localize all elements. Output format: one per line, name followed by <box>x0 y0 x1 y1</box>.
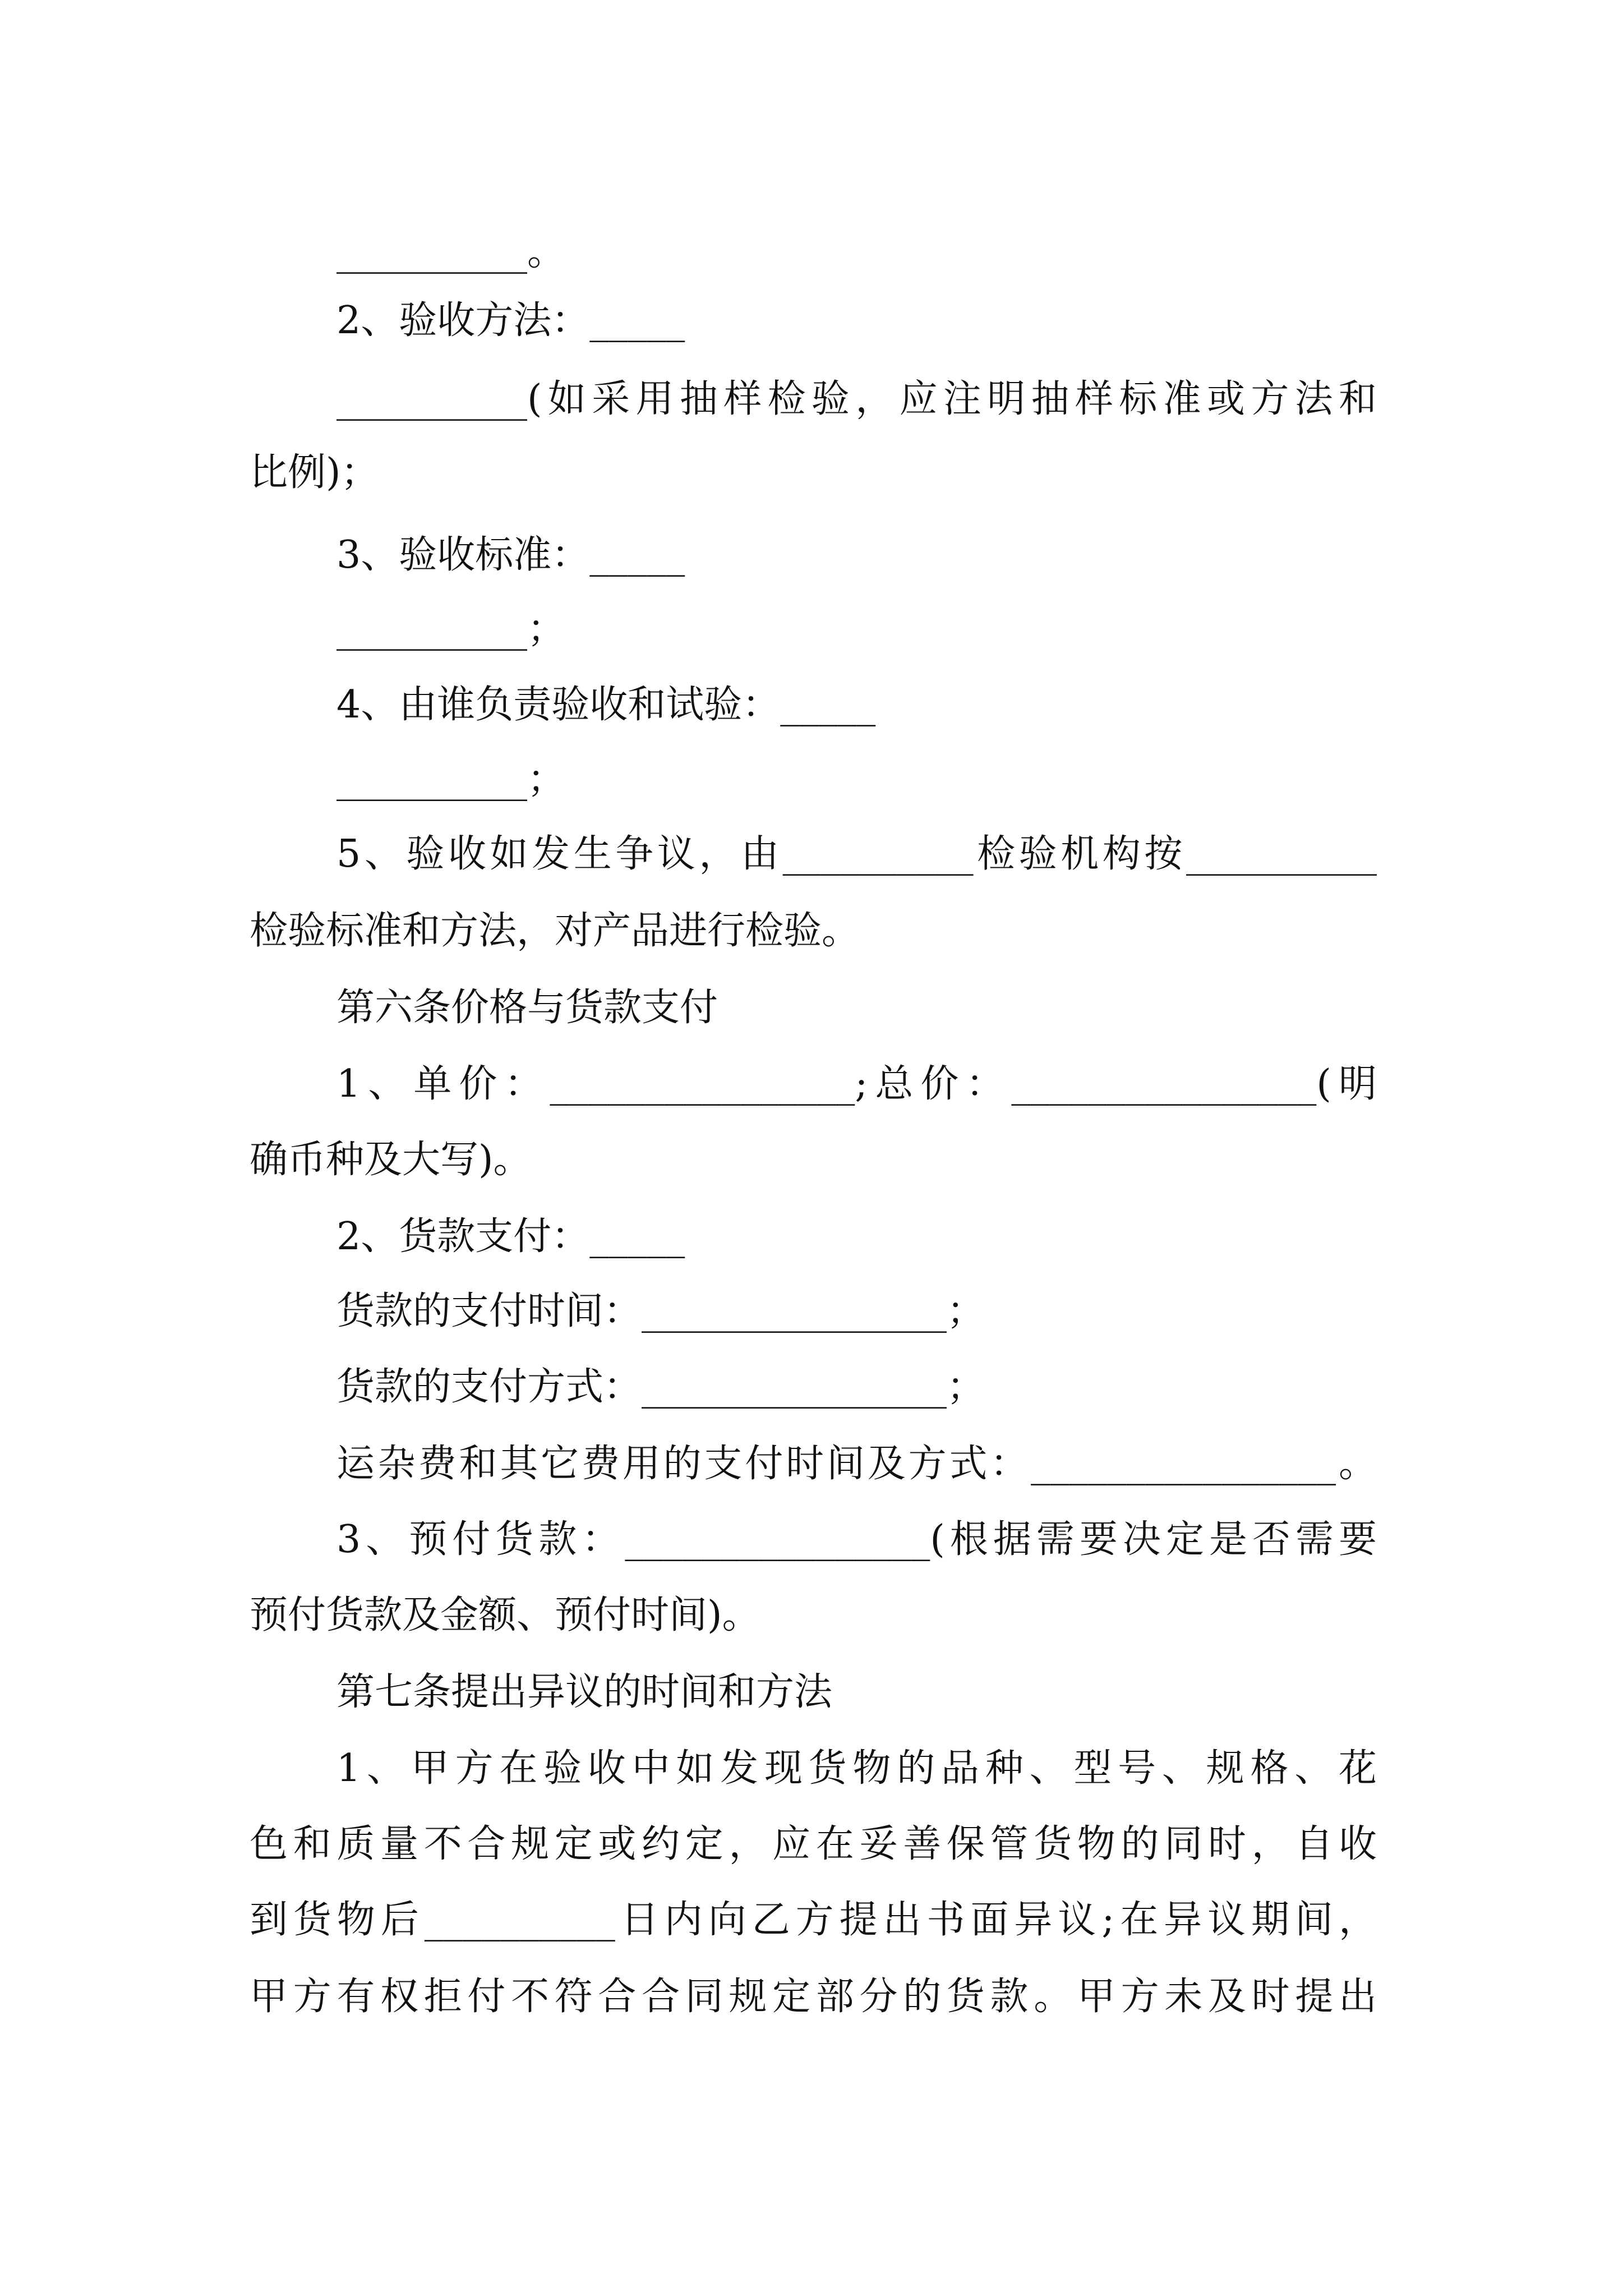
text-line: __________； <box>336 607 566 651</box>
text-line: 2、验收方法：_____ <box>336 298 685 343</box>
text-line: 确币种及大写)。 <box>250 1138 532 1182</box>
text-line: 色和质量不合规定或约定，应在妥善保管货物的同时，自收 <box>250 1822 1377 1866</box>
text-line: 预付货款及金额、预付时间)。 <box>250 1593 760 1637</box>
text-line: 到货物后__________日内向乙方提出书面异议;在异议期间， <box>250 1898 1377 1942</box>
text-line: 1、甲方在验收中如发现货物的品种、型号、规格、花 <box>336 1746 1377 1791</box>
section-heading: 第七条提出异议的时间和方法 <box>336 1670 833 1714</box>
text-line: __________； <box>336 757 566 802</box>
text-line: 比例)； <box>250 450 379 495</box>
text-line: 5、验收如发生争议，由__________检验机构按__________ <box>336 832 1377 876</box>
text-line: 甲方有权拒付不符合合同规定部分的货款。甲方未及时提出 <box>250 1975 1377 2019</box>
text-line: 货款的支付时间：________________； <box>336 1289 985 1333</box>
text-line: __________。 <box>336 230 566 274</box>
text-line: 检验标准和方法，对产品进行检验。 <box>250 909 860 953</box>
text-line: 运杂费和其它费用的支付时间及方式：________________。 <box>336 1442 1377 1486</box>
text-line: 3、验收标准：_____ <box>336 533 685 577</box>
text-line: 货款的支付方式：________________； <box>336 1365 985 1409</box>
text-line: __________(如采用抽样检验，应注明抽样标准或方法和 <box>336 377 1377 421</box>
text-line: 4、由谁负责验收和试验：_____ <box>336 683 876 727</box>
text-line: 1、单价：________________;总价：________________(明 <box>336 1062 1377 1106</box>
text-line: 2、货款支付：_____ <box>336 1214 685 1259</box>
text-line: 3、预付货款：________________(根据需要决定是否需要 <box>336 1517 1377 1562</box>
section-heading: 第六条价格与货款支付 <box>336 986 718 1030</box>
